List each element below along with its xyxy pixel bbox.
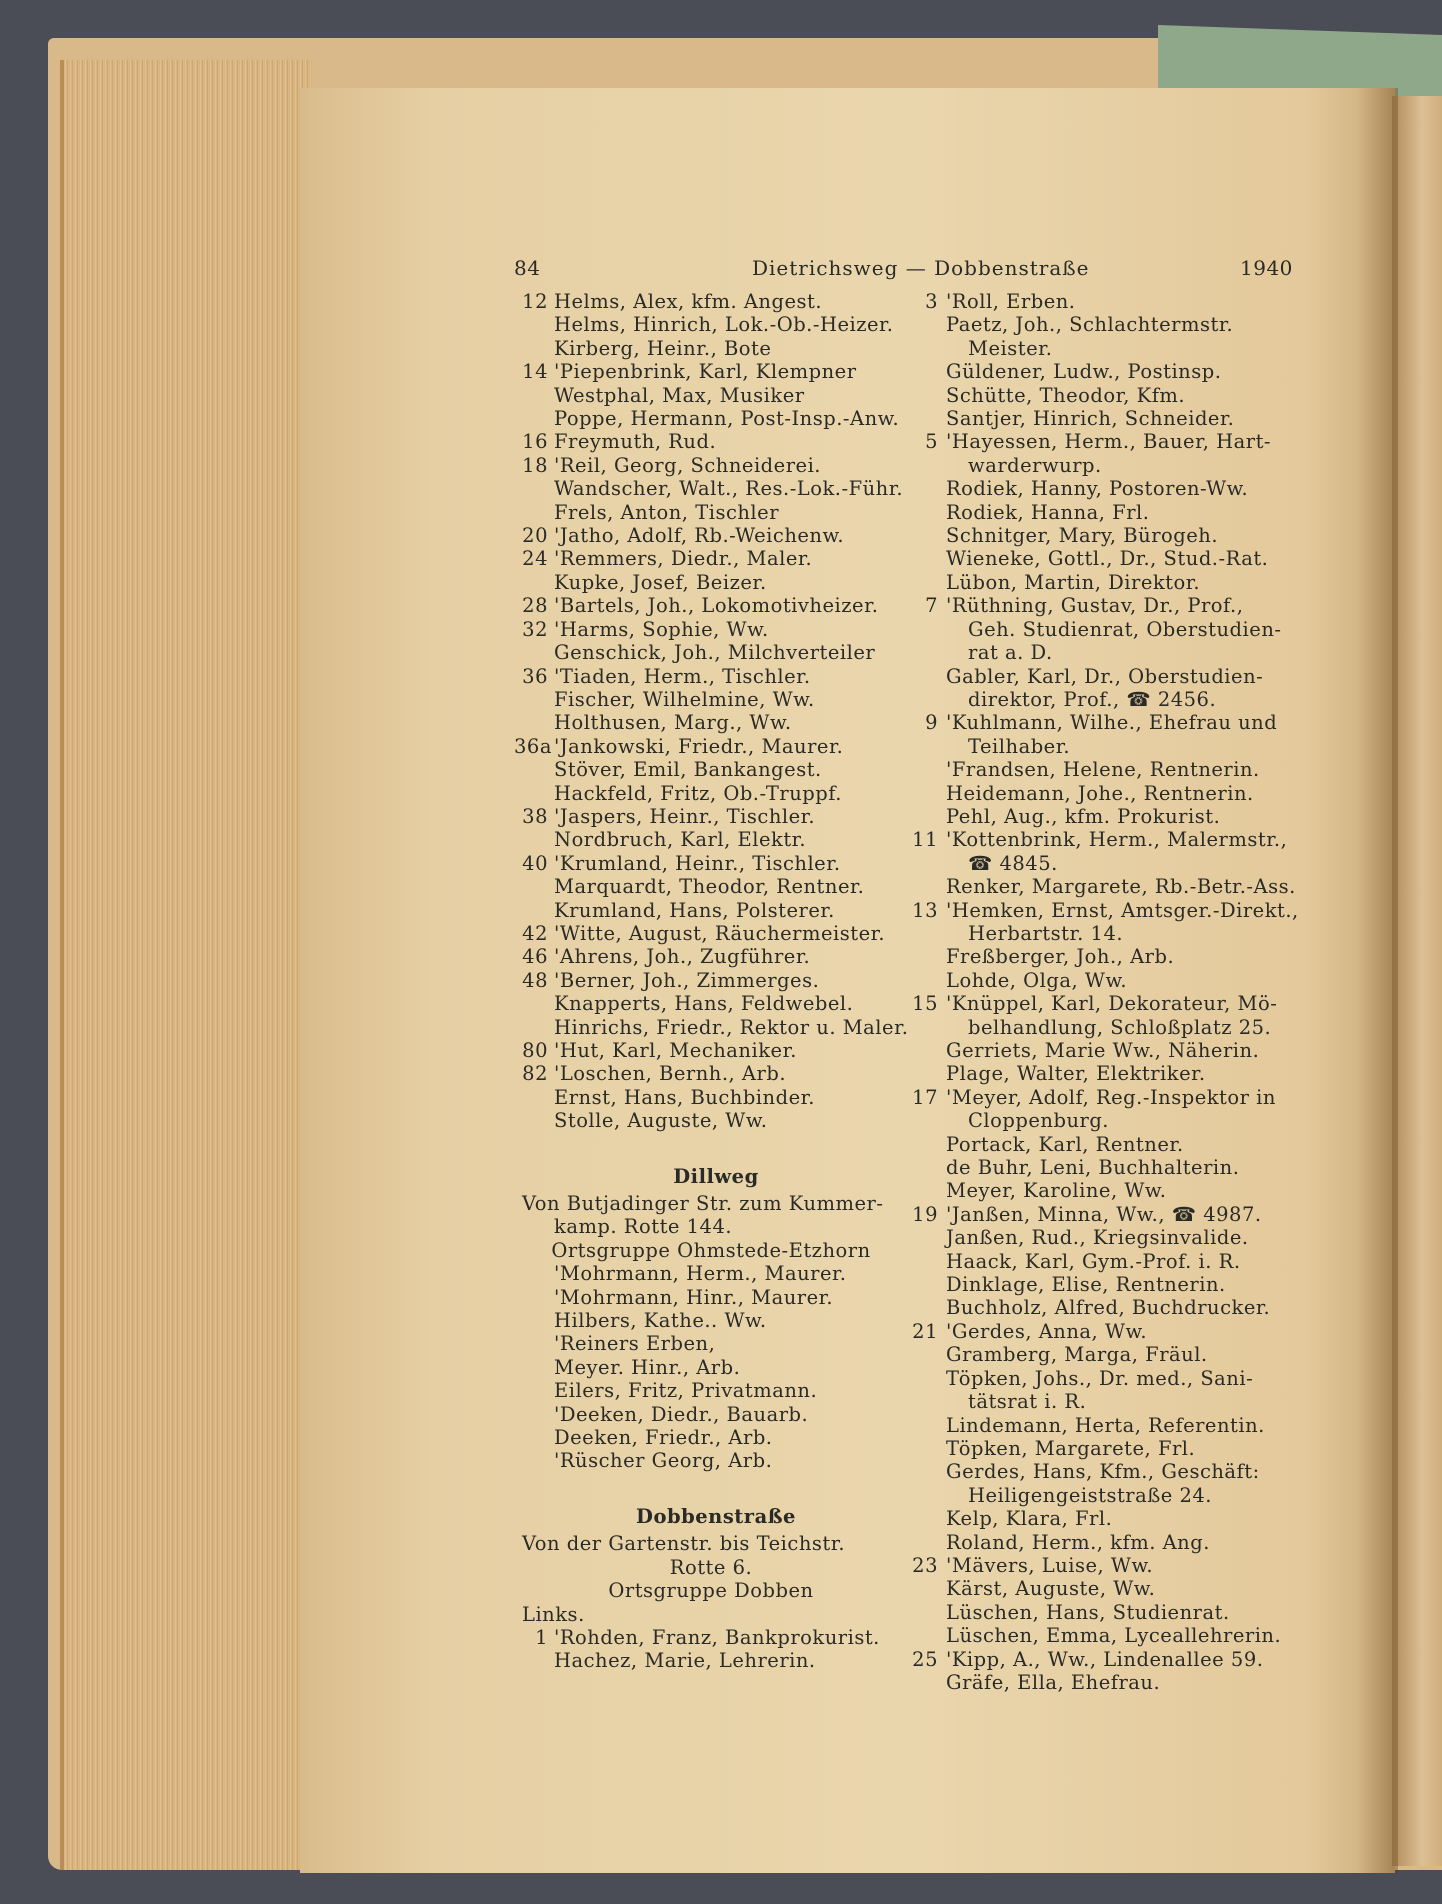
directory-entry <box>912 969 1296 992</box>
house-number: 48 <box>522 968 548 992</box>
directory-entry <box>514 1649 898 1672</box>
street-heading-dillweg: Dillweg <box>673 1165 759 1189</box>
resident-entry: Lüschen, Hans, Studienrat. <box>946 1600 1230 1624</box>
resident-entry: Paetz, Joh., Schlachtermstr. <box>946 313 1234 337</box>
directory-entry <box>912 711 1296 734</box>
directory-entry <box>912 547 1296 570</box>
house-number: 25 <box>912 1647 938 1671</box>
resident-entry: Heidemann, Johe., Rentnerin. <box>946 781 1254 805</box>
resident-entry: Freßberger, Joh., Arb. <box>946 945 1175 969</box>
resident-entry: 'Rüthning, Gustav, Dr., Prof., <box>946 594 1244 618</box>
resident-entry: Gerriets, Marie Ww., Näherin. <box>946 1039 1260 1062</box>
resident-entry: Renker, Margarete, Rb.-Betr.-Ass. <box>946 875 1296 899</box>
directory-entry <box>514 875 898 898</box>
resident-entry: Freymuth, Rud. <box>554 430 717 454</box>
resident-entry: 'Rohden, Franz, Bankprokurist. <box>554 1625 880 1649</box>
directory-entry <box>514 1039 898 1062</box>
group-dobben: Ortsgruppe Dobben <box>608 1579 814 1603</box>
directory-entry <box>514 665 898 688</box>
resident-entry: Meyer, Karoline, Ww. <box>946 1179 1167 1203</box>
resident-entry: Rodiek, Hanna, Frl. <box>946 500 1150 524</box>
directory-entry <box>514 735 898 758</box>
resident-entry: 'Witte, August, Räuchermeister. <box>554 921 886 945</box>
directory-entry <box>912 430 1296 453</box>
directory-entry <box>912 477 1296 500</box>
dobben-entries <box>514 1626 898 1673</box>
resident-entry: Krumland, Hans, Polsterer. <box>554 898 835 922</box>
house-number: 40 <box>522 851 548 875</box>
entry-continuation: tätsrat i. R. <box>968 1390 1087 1414</box>
resident-entry: Töpken, Margarete, Frl. <box>946 1436 1196 1460</box>
resident-entry: Gabler, Karl, Dr., Oberstudien- <box>946 664 1264 688</box>
directory-entry <box>514 477 904 501</box>
directory-entry <box>912 1367 1296 1390</box>
resident-entry: Fischer, Wilhelmine, Ww. <box>554 687 815 711</box>
house-number: 7 <box>925 594 938 618</box>
house-number: 19 <box>912 1202 938 1226</box>
directory-entry <box>912 1648 1296 1671</box>
directory-entry <box>912 875 1296 898</box>
resident-entry: Westphal, Max, Musiker <box>554 383 805 407</box>
house-number: 15 <box>912 992 938 1016</box>
resident-entry: Janßen, Rud., Kriegsinvalide. <box>946 1226 1249 1250</box>
resident-entry: 'Roll, Erben. <box>946 290 1076 313</box>
resident-entry: Stolle, Auguste, Ww. <box>554 1109 768 1133</box>
house-number: 80 <box>522 1039 548 1062</box>
left-column <box>514 290 909 1673</box>
resident-entry: Hackfeld, Fritz, Ob.-Truppf. <box>554 781 842 805</box>
directory-entry <box>912 805 1296 828</box>
resident-entry: Nordbruch, Karl, Elektr. <box>554 828 807 852</box>
resident-entry: Haack, Karl, Gym.-Prof. i. R. <box>946 1249 1241 1273</box>
directory-entry <box>912 618 1296 641</box>
resident-entry: Lohde, Olga, Ww. <box>946 968 1128 992</box>
directory-entry <box>514 313 898 336</box>
resident-entry: Santjer, Hinrich, Schneider. <box>946 407 1235 431</box>
directory-entry <box>514 454 898 477</box>
directory-entry <box>912 1577 1296 1600</box>
resident-entry: 'Jaspers, Heinr., Tischler. <box>554 804 816 828</box>
directory-entry <box>912 501 1296 524</box>
resident-entry: Hachez, Marie, Lehrerin. <box>554 1649 816 1673</box>
directory-entry <box>514 711 898 734</box>
house-number: 9 <box>925 711 938 735</box>
directory-entry <box>912 1437 1296 1460</box>
directory-entry <box>912 1507 1296 1530</box>
entry-continuation: belhandlung, Schloßplatz 25. <box>968 1015 1272 1039</box>
resident-entry: Frels, Anton, Tischler <box>554 500 780 524</box>
directory-entry <box>912 1039 1296 1062</box>
resident-entry: 'Reil, Georg, Schneiderei. <box>554 453 822 477</box>
house-number: 16 <box>522 430 548 454</box>
resident-entry: 'Hemken, Ernst, Amtsger.-Direkt., <box>946 898 1299 922</box>
directory-entry <box>514 805 898 828</box>
resident-entry: 'Deeken, Diedr., Bauarb. <box>554 1402 809 1426</box>
directory-entry <box>514 337 898 360</box>
directory-entry <box>912 1320 1296 1343</box>
directory-entry <box>912 758 1296 781</box>
entry-continuation: direktor, Prof., ☎ 2456. <box>968 687 1217 711</box>
resident-entry: Eilers, Fritz, Privatmann. <box>554 1379 818 1403</box>
directory-entry <box>514 1086 898 1109</box>
house-number: 23 <box>912 1553 938 1577</box>
resident-entry: Kirberg, Heinr., Bote <box>554 336 772 360</box>
resident-entry: 'Mohrmann, Herm., Maurer. <box>554 1262 847 1286</box>
directory-entry <box>514 1062 898 1085</box>
resident-entry: Kärst, Auguste, Ww. <box>946 1577 1156 1601</box>
house-number: 82 <box>522 1062 548 1086</box>
resident-entry: 'Kuhlmann, Wilhe., Ehefrau und <box>946 711 1278 735</box>
directory-entry <box>912 1601 1296 1624</box>
directory-entry <box>912 454 1296 477</box>
entry-continuation: Meister. <box>968 336 1053 360</box>
directory-entry <box>514 852 898 875</box>
resident-entry: 'Krumland, Heinr., Tischler. <box>554 851 841 875</box>
directory-entry <box>912 1133 1296 1156</box>
directory-entry <box>912 922 1296 945</box>
house-number: 21 <box>912 1319 938 1343</box>
house-number: 17 <box>912 1085 938 1109</box>
directory-entry <box>912 571 1296 594</box>
resident-entry: 'Kipp, A., Ww., Lindenallee 59. <box>946 1647 1264 1671</box>
entry-continuation: Geh. Studienrat, Oberstudien- <box>968 617 1282 641</box>
resident-entry: 'Mävers, Luise, Ww. <box>946 1553 1154 1577</box>
resident-entry: Gräfe, Ella, Ehefrau. <box>946 1670 1161 1694</box>
directory-entry <box>912 1086 1296 1109</box>
resident-entry: 'Janßen, Minna, Ww., ☎ 4987. <box>946 1202 1262 1226</box>
resident-entry: 'Frandsen, Helene, Rentnerin. <box>946 758 1260 782</box>
directory-entry <box>912 852 1296 875</box>
directory-entry <box>912 1016 1296 1039</box>
directory-entry <box>912 290 1296 313</box>
directory-entry <box>912 898 1299 922</box>
directory-entry <box>514 407 898 430</box>
directory-entry <box>514 782 898 805</box>
directory-entry <box>912 1484 1296 1507</box>
route-dillweg-2: kamp. Rotte 144. <box>554 1215 733 1239</box>
dillweg-residents <box>514 1262 898 1473</box>
house-number: 42 <box>522 921 548 945</box>
route-dillweg-1: Von Butjadinger Str. zum Kummer- <box>522 1192 884 1216</box>
directory-entry <box>514 828 898 851</box>
directory-entry <box>514 501 898 524</box>
directory-entry <box>514 594 898 617</box>
directory-entry <box>912 1109 1296 1132</box>
resident-entry: 'Hayessen, Herm., Bauer, Hart- <box>946 430 1272 454</box>
resident-entry: Lindemann, Herta, Referentin. <box>946 1413 1265 1437</box>
resident-entry: Kelp, Klara, Frl. <box>946 1507 1113 1531</box>
resident-entry: 'Knüppel, Karl, Dekorateur, Mö- <box>946 992 1278 1016</box>
directory-entry <box>912 313 1296 336</box>
resident-entry: Wandscher, Walt., Res.-Lok.-Führ. <box>554 477 904 501</box>
directory-entry <box>514 1015 909 1039</box>
resident-entry: 'Jatho, Adolf, Rb.-Weichenw. <box>554 524 845 548</box>
entry-continuation: Cloppenburg. <box>968 1109 1110 1133</box>
resident-entry: 'Piepenbrink, Karl, Klempner <box>554 360 857 384</box>
resident-entry: 'Tiaden, Herm., Tischler. <box>554 664 811 688</box>
resident-entry: 'Hut, Karl, Mechaniker. <box>554 1039 797 1062</box>
route-dobben-1: Von der Gartenstr. bis Teichstr. <box>522 1532 846 1556</box>
entry-continuation: Heiligengeiststraße 24. <box>968 1483 1213 1507</box>
year: 1940 <box>1240 256 1293 280</box>
directory-entry <box>514 641 898 664</box>
directory-entry <box>912 1414 1296 1437</box>
directory-entry <box>912 1460 1296 1483</box>
resident-entry: Roland, Herm., kfm. Ang. <box>946 1530 1210 1554</box>
resident-entry: Helms, Alex, kfm. Angest. <box>554 290 823 313</box>
resident-entry: Genschick, Joh., Milchverteiler <box>554 641 876 665</box>
resident-entry: Güldener, Ludw., Postinsp. <box>946 360 1222 384</box>
resident-entry: 'Harms, Sophie, Ww. <box>554 617 769 641</box>
directory-entry <box>912 1296 1296 1319</box>
route-dobben-2: Rotte 6. <box>669 1555 753 1579</box>
directory-entry <box>912 992 1296 1015</box>
resident-entry: Marquardt, Theodor, Rentner. <box>554 875 865 899</box>
entry-continuation: Herbartstr. 14. <box>968 921 1124 945</box>
directory-entry <box>514 969 898 992</box>
directory-entry <box>912 641 1296 664</box>
directory-entry <box>912 782 1296 805</box>
directory-entry <box>912 384 1296 407</box>
house-number: 13 <box>912 898 938 922</box>
resident-entry: Lüschen, Emma, Lyceallehrerin. <box>946 1624 1282 1648</box>
directory-entry <box>912 1343 1296 1366</box>
directory-entry <box>514 360 898 383</box>
resident-entry: Dinklage, Elise, Rentnerin. <box>946 1273 1226 1297</box>
resident-entry: 'Meyer, Adolf, Reg.-Inspektor in <box>946 1085 1276 1109</box>
left-entries <box>514 290 909 1133</box>
directory-entry <box>912 594 1296 617</box>
resident-entry: Hinrichs, Friedr., Rektor u. Maler. <box>554 1015 909 1039</box>
resident-entry: Ernst, Hans, Buchbinder. <box>554 1085 815 1109</box>
directory-entry <box>514 618 898 641</box>
directory-entry <box>912 1062 1296 1085</box>
resident-entry: Portack, Karl, Rentner. <box>946 1132 1184 1156</box>
entry-continuation: ☎ 4845. <box>968 851 1058 875</box>
directory-entry <box>912 337 1296 360</box>
resident-entry: Gerdes, Hans, Kfm., Geschäft: <box>946 1460 1260 1484</box>
resident-entry: Meyer. Hinr., Arb. <box>554 1355 741 1379</box>
right-entries <box>912 290 1299 1694</box>
house-number: 46 <box>522 945 548 969</box>
directory-entry <box>514 922 898 945</box>
directory-entry <box>514 688 898 711</box>
resident-entry: Buchholz, Alfred, Buchdrucker. <box>946 1296 1271 1320</box>
directory-entry <box>514 290 898 313</box>
directory-entry <box>912 688 1296 711</box>
directory-entry <box>912 665 1296 688</box>
resident-entry: 'Reiners Erben, <box>554 1332 716 1356</box>
directory-entry <box>912 945 1296 968</box>
directory-entry <box>514 430 898 453</box>
resident-entry: Deeken, Friedr., Arb. <box>554 1426 773 1450</box>
resident-entry: 'Ahrens, Joh., Zugführer. <box>554 945 811 969</box>
resident-entry: Schütte, Theodor, Kfm. <box>946 383 1186 407</box>
house-number: 14 <box>522 360 548 384</box>
resident-entry: 'Berner, Joh., Zimmerges. <box>554 968 820 992</box>
resident-entry: Stöver, Emil, Bankangest. <box>554 758 822 782</box>
resident-entry: 'Kottenbrink, Herm., Malermstr., <box>946 828 1288 852</box>
street-heading-dobbenstrasse: Dobbenstraße <box>636 1505 796 1529</box>
directory-entry <box>514 899 898 922</box>
side-label: Links. <box>522 1602 585 1626</box>
resident-entry: Knapperts, Hans, Feldwebel. <box>554 992 854 1016</box>
directory-entry <box>912 1554 1296 1577</box>
resident-entry: 'Remmers, Diedr., Maler. <box>554 547 813 571</box>
directory-entry <box>912 1531 1296 1554</box>
house-number: 36a <box>514 734 552 758</box>
directory-entry <box>912 360 1296 383</box>
house-number: 5 <box>925 430 938 454</box>
resident-entry: Helms, Hinrich, Lok.-Ob.-Heizer. <box>554 313 894 337</box>
directory-entry <box>514 384 898 407</box>
resident-entry: 'Mohrmann, Hinr., Maurer. <box>554 1285 834 1309</box>
directory-entry <box>912 407 1296 430</box>
resident-entry: 'Loschen, Bernh., Arb. <box>554 1062 787 1086</box>
resident-entry: 'Bartels, Joh., Lokomotivheizer. <box>554 594 879 618</box>
house-number: 24 <box>522 547 548 571</box>
entry-continuation: Teilhaber. <box>968 734 1071 758</box>
resident-entry: Schnitger, Mary, Bürogeh. <box>946 524 1219 548</box>
group-dillweg: Ortsgruppe Ohmstede-Etzhorn <box>551 1238 871 1262</box>
directory-entry <box>912 524 1296 547</box>
resident-entry: Pehl, Aug., kfm. Prokurist. <box>946 804 1221 828</box>
house-number: 20 <box>522 524 548 548</box>
resident-entry: Lübon, Martin, Direktor. <box>946 570 1201 594</box>
house-number: 18 <box>522 453 548 477</box>
house-number: 38 <box>522 804 548 828</box>
resident-entry: de Buhr, Leni, Buchhalterin. <box>946 1156 1240 1180</box>
resident-entry: Kupke, Josef, Beizer. <box>554 570 767 594</box>
directory-entry <box>912 1273 1296 1296</box>
directory-entry <box>912 735 1296 758</box>
house-number: 28 <box>522 594 548 618</box>
entry-continuation: warderwurp. <box>968 453 1102 477</box>
directory-entry <box>514 1109 898 1132</box>
directory-entry <box>912 1390 1296 1413</box>
house-number: 32 <box>522 617 548 641</box>
resident-entry: Plage, Walter, Elektriker. <box>946 1062 1206 1086</box>
directory-entry <box>514 547 898 570</box>
right-column <box>912 290 1299 1694</box>
resident-entry: Hilbers, Kathe.. Ww. <box>554 1309 767 1333</box>
house-number: 11 <box>912 828 938 852</box>
entry-continuation: rat a. D. <box>968 641 1053 665</box>
directory-entry <box>912 828 1296 851</box>
house-number: 36 <box>522 664 548 688</box>
directory-entry <box>912 1203 1296 1226</box>
house-number: 1 <box>535 1625 548 1649</box>
resident-entry: Töpken, Johs., Dr. med., Sani- <box>946 1366 1254 1390</box>
directory-entry <box>912 1624 1296 1647</box>
resident-entry: 'Jankowski, Friedr., Maurer. <box>554 734 844 758</box>
resident-entry: Holthusen, Marg., Ww. <box>554 711 792 735</box>
directory-entry <box>514 524 898 547</box>
directory-entry <box>514 992 898 1015</box>
directory-entry <box>514 571 898 594</box>
house-number: 12 <box>522 290 548 313</box>
directory-entry <box>912 1250 1296 1273</box>
directory-entry <box>514 758 898 781</box>
resident-entry: 'Gerdes, Anna, Ww. <box>946 1319 1148 1343</box>
resident-entry: Poppe, Hermann, Post-Insp.-Anw. <box>554 407 900 431</box>
directory-entry <box>514 1626 898 1649</box>
resident-entry: 'Rüscher Georg, Arb. <box>554 1449 773 1473</box>
directory-entry <box>912 1226 1296 1249</box>
resident-entry: Rodiek, Hanny, Postoren-Ww. <box>946 477 1249 501</box>
resident-entry: Wieneke, Gottl., Dr., Stud.-Rat. <box>946 547 1269 571</box>
running-title: Dietrichsweg — Dobbenstraße <box>752 256 1090 280</box>
house-number: 3 <box>925 290 938 313</box>
directory-entry <box>912 1179 1296 1202</box>
page-number: 84 <box>514 256 541 280</box>
directory-entry <box>912 1671 1296 1694</box>
resident-entry: Gramberg, Marga, Fräul. <box>946 1343 1208 1367</box>
directory-entry <box>514 945 898 968</box>
directory-entry <box>912 1156 1296 1179</box>
